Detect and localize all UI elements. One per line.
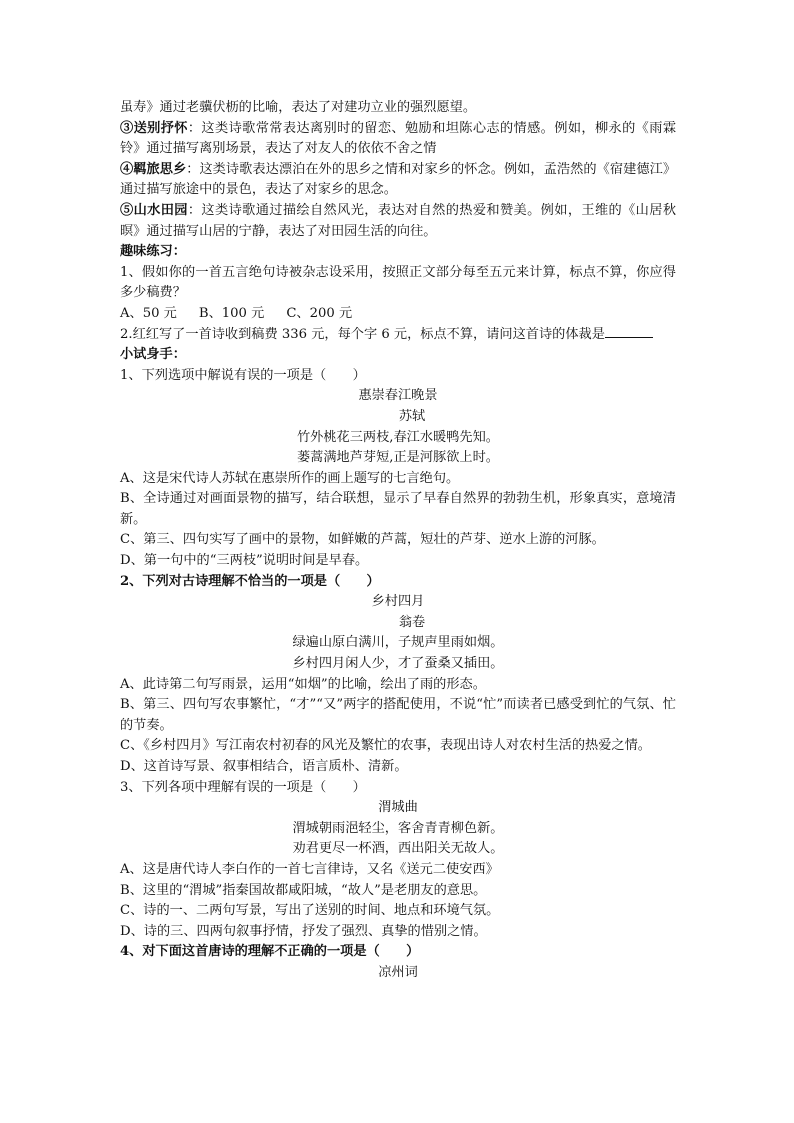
q3-stem: 3、下列各项中理解有误的一项是（ ）	[120, 779, 366, 795]
q1-option-b: B、全诗通过对画面景物的描写，结合联想，显示了早春自然界的勃勃生机，形象真实，意境清新。	[120, 491, 676, 527]
document-page	[120, 98, 676, 984]
q2-option-b: B、第三、四句写农事繁忙，“才”“又”两字的搭配使用，不说“忙”而读者已感受到忙的气氛、忙的节奏。	[120, 697, 676, 733]
fun-practice-heading: 趣味练习：	[120, 244, 186, 260]
fun-q1-option-b: B、100 元	[198, 305, 265, 321]
q3-poem-line-1: 渭城朝雨浥轻尘，客舍青青柳色新。	[292, 820, 504, 836]
q2-option-a: A、此诗第二句写雨景，运用“如烟”的比喻，绘出了雨的形态。	[120, 676, 486, 692]
q2-poem-author: 翁卷	[398, 614, 426, 630]
q2-poem-line-1: 绿遍山原白满川，子规声里雨如烟。	[292, 635, 504, 651]
q2-option-d: D、这首诗写景、叙事相结合，语言质朴、清新。	[120, 759, 408, 774]
category-4	[120, 160, 676, 201]
category-3-text: ：这类诗歌常常表达离别时的留恋、勉励和坦陈心志的情感。例如，柳永的《雨霖铃》通过描写离别场景，表达了对友人的依依不舍之情	[120, 120, 677, 157]
intro-line-1: 虽寿》通过老骥伏枥的比喻，表达了对建功立业的强烈愿望。	[120, 100, 477, 115]
q1-stem: 1、下列选项中解说有误的一项是（ ）	[120, 367, 366, 383]
q3-option-a: A、这是唐代诗人李白作的一首七言律诗，又名《送元二使安西》	[120, 861, 499, 877]
q2-stem: 2、下列对古诗理解不恰当的一项是（ ）	[120, 573, 380, 589]
q1-option-c: C、第三、四句实写了画中的景物，如鲜嫩的芦蒿，短壮的芦芽、逆水上游的河豚。	[120, 532, 605, 548]
q1-poem-author: 苏轼	[398, 408, 426, 424]
category-4-label: ④羁旅思乡	[120, 161, 187, 177]
q1-poem-title: 惠崇春江晚景	[358, 388, 438, 404]
q1-option-a: A、这是宋代诗人苏轼在惠崇所作的画上题写的七言绝句。	[120, 470, 460, 486]
q1-poem-line-2: 蒌蒿满地芦芽短,正是河豚欲上时。	[296, 450, 499, 466]
q1-option-d: D、第一句中的“三两枝”说明时间是早春。	[120, 553, 369, 569]
category-5-label: ⑤山水田园	[120, 202, 188, 218]
q3-option-d: D、诗的三、四两句叙事抒情，抒发了强烈、真挚的惜别之情。	[120, 923, 487, 939]
q1-poem-line-1: 竹外桃花三两枝,春江水暖鸭先知。	[296, 429, 499, 445]
q4-poem-title: 凉州词	[378, 964, 418, 980]
q3-option-b: B、这里的“渭城”指秦国故都咸阳城，“故人”是老朋友的意思。	[120, 882, 487, 898]
fun-question-1-options	[120, 304, 676, 325]
q2-poem-title: 乡村四月	[371, 594, 425, 610]
category-4-text: ：这类诗歌表达漂泊在外的思乡之情和对家乡的怀念。例如，孟浩然的《宿建德江》通过描写旅途中的景色，表达了对家乡的思念。	[120, 161, 677, 198]
category-5-text: ：这类诗歌通过描绘自然风光，表达对自然的热爱和赞美。例如，王维的《山居秋暝》通过描写山居的宁静，表达了对田园生活的向往。	[120, 202, 677, 239]
q4-stem: 4、对下面这首唐诗的理解不正确的一项是（ ）	[120, 944, 420, 960]
fun-q1-option-a: A、50 元	[120, 305, 177, 321]
fun-question-1: 1、假如你的一首五言绝句诗被杂志设采用，按照正文部分每至五元来计算，标点不算，你应得多少稿费？	[120, 264, 676, 301]
category-3-label: ③送别抒怀	[120, 120, 188, 136]
fun-question-2-text: 2.红红写了一首诗收到稿费 336 元，每个字 6 元，标点不算，请问这首诗的体裁是	[120, 326, 605, 342]
answer-blank	[605, 325, 653, 338]
q2-option-c: C、《乡村四月》写江南农村初春的风光及繁忙的农事，表现出诗人对农村生活的热爱之情。	[120, 738, 651, 754]
fun-q1-option-c: C、200 元	[286, 305, 353, 321]
category-3	[120, 119, 676, 160]
q3-option-c: C、诗的一、二两句写景，写出了送别的时间、地点和环境气氛。	[120, 903, 500, 919]
q3-poem-line-2: 劝君更尽一杯酒，西出阳关无故人。	[292, 841, 504, 857]
trial-heading: 小试身手：	[120, 347, 186, 363]
category-5	[120, 201, 676, 242]
q3-poem-title: 渭城曲	[378, 800, 418, 816]
fun-question-2	[120, 325, 676, 346]
q2-poem-line-2: 乡村四月闲人少，才了蚕桑又插田。	[292, 656, 504, 672]
